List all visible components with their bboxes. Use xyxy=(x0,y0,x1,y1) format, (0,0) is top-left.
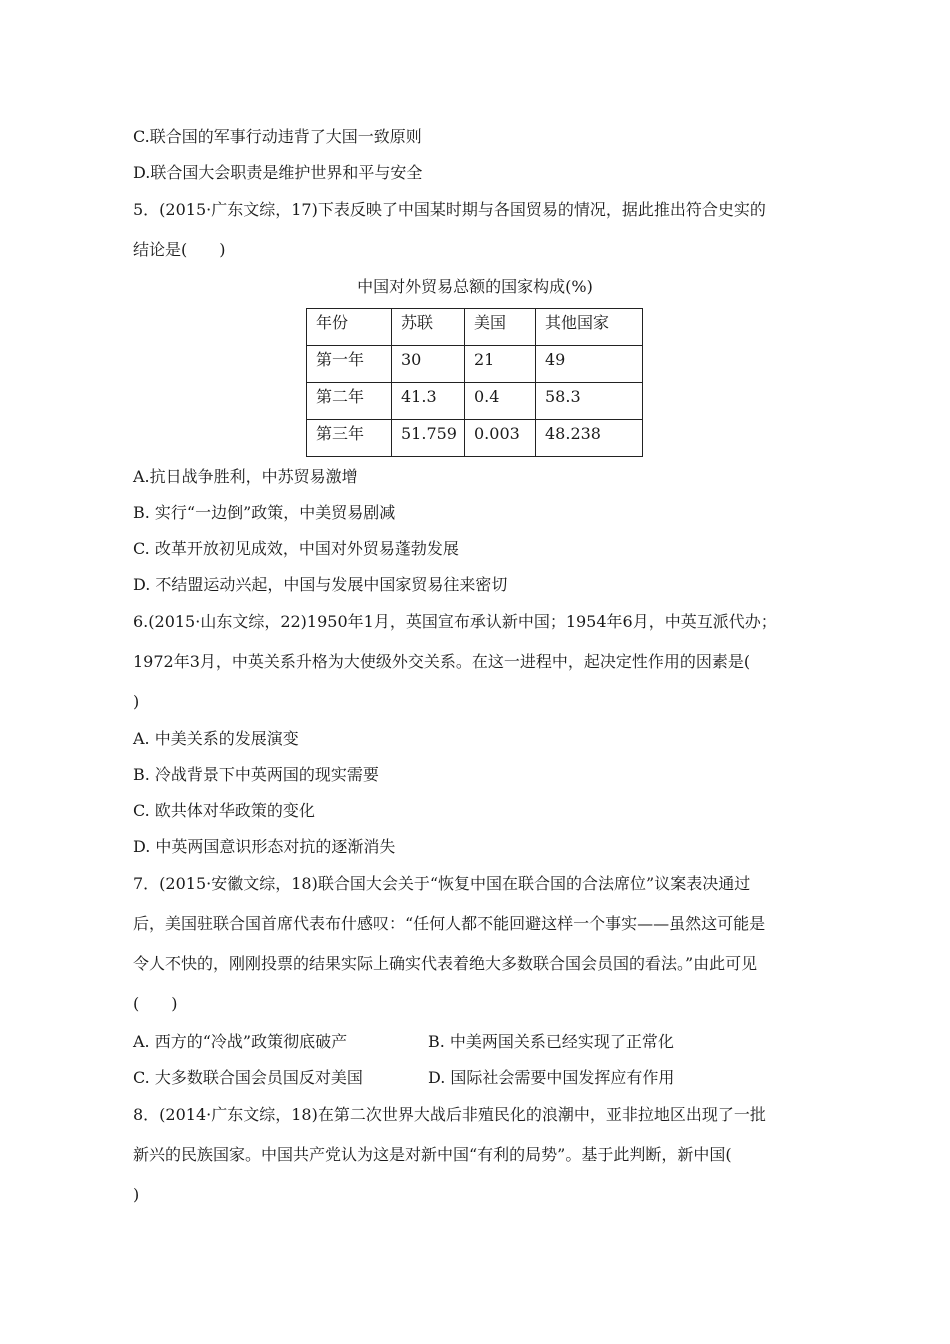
table-row xyxy=(307,346,643,383)
table-title: 中国对外贸易总额的国家构成(%) xyxy=(357,277,593,296)
table-cell: 49 xyxy=(536,346,643,383)
table-cell: 48.238 xyxy=(536,420,643,457)
table-cell: 第一年 xyxy=(307,346,392,383)
q6-option-b: B. 冷战背景下中英两国的现实需要 xyxy=(133,765,379,784)
table-cell: 0.4 xyxy=(465,383,536,420)
q7-option-b: B. 中美两国关系已经实现了正常化 xyxy=(428,1032,674,1051)
q5-stem-line1: 5．(2015·广东文综，17)下表反映了中国某时期与各国贸易的情况，据此推出符合史实的 xyxy=(133,200,766,219)
q5-stem-line2: 结论是( ) xyxy=(133,240,226,259)
q8-stem-line1: 8．(2014·广东文综，18)在第二次世界大战后非殖民化的浪潮中，亚非拉地区出现了一批 xyxy=(133,1105,766,1124)
table-header: 其他国家 xyxy=(536,309,643,346)
table-header: 美国 xyxy=(465,309,536,346)
q6-option-d: D. 中英两国意识形态对抗的逐渐消失 xyxy=(133,837,396,856)
q7-option-c: C. 大多数联合国会员国反对美国 xyxy=(133,1068,363,1087)
table-cell: 0.003 xyxy=(465,420,536,457)
table-cell: 第二年 xyxy=(307,383,392,420)
q7-stem-line3: 令人不快的，刚刚投票的结果实际上确实代表着绝大多数联合国会员国的看法。”由此可见 xyxy=(133,954,758,973)
table-cell: 41.3 xyxy=(392,383,465,420)
table-header-row xyxy=(307,309,643,346)
q8-stem-line2: 新兴的民族国家。中国共产党认为这是对新中国“有利的局势”。基于此判断，新中国( xyxy=(133,1145,732,1164)
q6-option-a: A. 中美关系的发展演变 xyxy=(133,729,299,748)
q6-stem-line2: 1972年3月，中英关系升格为大使级外交关系。在这一进程中，起决定性作用的因素是( xyxy=(133,652,751,671)
q6-option-c: C. 欧共体对华政策的变化 xyxy=(133,801,315,820)
table-header: 苏联 xyxy=(392,309,465,346)
q7-stem-line2: 后，美国驻联合国首席代表布什感叹：“任何人都不能回避这样一个事实——虽然这可能是 xyxy=(133,914,766,933)
q5-option-c: C. 改革开放初见成效，中国对外贸易蓬勃发展 xyxy=(133,539,459,558)
prev-option-d: D.联合国大会职责是维护世界和平与安全 xyxy=(133,163,423,182)
q7-option-a: A. 西方的“冷战”政策彻底破产 xyxy=(133,1032,348,1051)
table-cell: 21 xyxy=(465,346,536,383)
table-row xyxy=(307,383,643,420)
table-header: 年份 xyxy=(307,309,392,346)
q6-stem-line1: 6.(2015·山东文综，22)1950年1月，英国宣布承认新中国；1954年6月，中英互派代办； xyxy=(133,612,777,631)
q7-stem-line4: ( ) xyxy=(133,994,178,1013)
prev-option-c: C.联合国的军事行动违背了大国一致原则 xyxy=(133,127,422,146)
q5-option-a: A.抗日战争胜利，中苏贸易激增 xyxy=(133,467,358,486)
q7-option-d: D. 国际社会需要中国发挥应有作用 xyxy=(428,1068,675,1087)
table-cell: 30 xyxy=(392,346,465,383)
q5-option-d: D. 不结盟运动兴起，中国与发展中国家贸易往来密切 xyxy=(133,575,508,594)
q6-stem-line3: ) xyxy=(133,692,140,711)
trade-table xyxy=(306,308,643,457)
q8-stem-line3: ) xyxy=(133,1185,140,1204)
table-cell: 第三年 xyxy=(307,420,392,457)
table-row xyxy=(307,420,643,457)
q7-stem-line1: 7．(2015·安徽文综，18)联合国大会关于“恢复中国在联合国的合法席位”议案表决通过 xyxy=(133,874,751,893)
table-cell: 58.3 xyxy=(536,383,643,420)
table-cell: 51.759 xyxy=(392,420,465,457)
q5-option-b: B. 实行“一边倒”政策，中美贸易剧减 xyxy=(133,503,396,522)
